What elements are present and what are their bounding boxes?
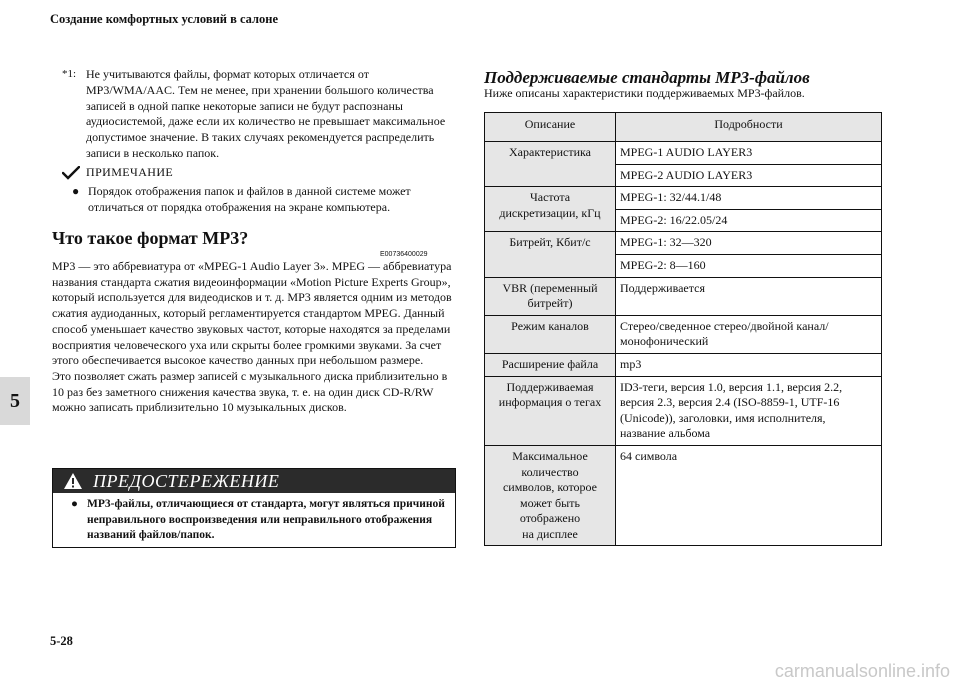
section-body: MP3 — это аббревиатура от «MPEG-1 Audio Layer 3». MPEG — аббревиатура названия стандарта сжатия видеоинформации «Motion Picture Experts Group», который используется для видеодисков и т. д. MP3 является одним из методов сжатия аудиоданных, который регламентируется стандартом MPEG. Данный способ уменьшает качество звуковых частот, которые находятся за пределами восприятия человеческого уха или скрыты более громкими звуками. За счет этого обеспечивается высокое качество данных при небольшом размере. Это позволяет сжать размер записей с музыкального диска приблизительно в 10 раз без заметного снижения качества звука, т. е. на один диск CD-R/RW можно записать приблизительно 10 музыкальных дисков. <box>52 259 452 415</box>
warning-bullet: ● <box>71 498 78 510</box>
footnote <box>62 67 454 162</box>
table-cell-details: 64 символа <box>616 445 882 546</box>
table-header-description: Описание <box>485 113 616 142</box>
table-cell-details: Поддерживается <box>616 277 882 315</box>
warning-box <box>52 468 456 548</box>
note-check-icon <box>62 166 80 180</box>
table-cell-details: MPEG-1: 32/44.1/48 <box>616 187 882 210</box>
note-heading <box>62 165 173 180</box>
table-cell-details: MPEG-2 AUDIO LAYER3 <box>616 164 882 187</box>
table-row <box>485 142 882 165</box>
warning-body <box>53 493 455 544</box>
table-cell-description: Расширение файла <box>485 353 616 376</box>
table-cell-details: MPEG-2: 8—160 <box>616 254 882 277</box>
table-row <box>485 445 882 546</box>
note-body <box>72 184 456 216</box>
table-cell-details: MPEG-2: 16/22.05/24 <box>616 209 882 232</box>
specs-table <box>484 112 882 546</box>
table-cell-details: MPEG-1: 32—320 <box>616 232 882 255</box>
chapter-tab <box>0 377 30 425</box>
warning-header <box>53 469 455 493</box>
table-cell-description: Частота дискретизации, кГц <box>485 187 616 232</box>
note-text: Порядок отображения папок и файлов в данной системе может отличаться от порядка отображения на экране компьютера. <box>88 184 411 214</box>
table-row <box>485 315 882 353</box>
table-cell-description: Режим каналов <box>485 315 616 353</box>
table-header-details: Подробности <box>616 113 882 142</box>
table-cell-details: ID3-теги, версия 1.0, версия 1.1, версия 2.2, версия 2.3, версия 2.4 (ISO-8859-1, UTF-16 (Unicode)), заголовки, имя исполнителя, название альбома <box>616 376 882 445</box>
table-cell-details: MPEG-1 AUDIO LAYER3 <box>616 142 882 165</box>
table-row <box>485 232 882 255</box>
footnote-text: Не учитываются файлы, формат которых отличается от MP3/WMA/AAC. Тем не менее, при хранении большого количества записей в одной папке некоторые записи не будут распознаны аудиосистемой, даже если их количество не превышает максимальное допустимое значение. В таких случаях рекомендуется распределить записи в несколько папок. <box>86 67 446 160</box>
table-cell-details: Стерео/сведенное стерео/двойной канал/ монофонический <box>616 315 882 353</box>
note-bullet: ● <box>72 184 80 198</box>
warning-triangle-icon <box>63 472 83 490</box>
table-row <box>485 353 882 376</box>
note-label: ПРИМЕЧАНИЕ <box>86 165 174 179</box>
running-header: Создание комфортных условий в салоне <box>50 12 279 26</box>
section-title: Что такое формат MP3? <box>52 228 249 248</box>
right-section-intro: Ниже описаны характеристики поддерживаемых MP3-файлов. <box>484 86 805 100</box>
warning-text: MP3-файлы, отличающиеся от стандарта, могут являться причиной неправильного воспроизведения или неправильного отображения названий файлов/папок. <box>87 498 445 541</box>
table-cell-details: mp3 <box>616 353 882 376</box>
table-cell-description: Поддерживаемая информация о тегах <box>485 376 616 445</box>
section-code: E00736400029 <box>380 251 428 258</box>
footnote-marker: *1: <box>62 68 77 80</box>
table-row <box>485 376 882 445</box>
page-number: 5-28 <box>50 634 73 648</box>
specs-table-body <box>485 142 882 546</box>
table-row <box>485 187 882 210</box>
table-cell-description: Максимальное количество символов, которое может быть отображено на дисплее <box>485 445 616 546</box>
warning-title: ПРЕДОСТЕРЕЖЕНИЕ <box>93 470 280 491</box>
chapter-number: 5 <box>10 389 20 412</box>
table-header-row <box>485 113 882 142</box>
table-row <box>485 277 882 315</box>
right-section-title: Поддерживаемые стандарты MP3-файлов <box>484 68 810 87</box>
table-cell-description: Характеристика <box>485 142 616 187</box>
table-cell-description: VBR (переменный битрейт) <box>485 277 616 315</box>
table-cell-description: Битрейт, Кбит/с <box>485 232 616 277</box>
watermark: carmanualsonline.info <box>774 661 950 681</box>
